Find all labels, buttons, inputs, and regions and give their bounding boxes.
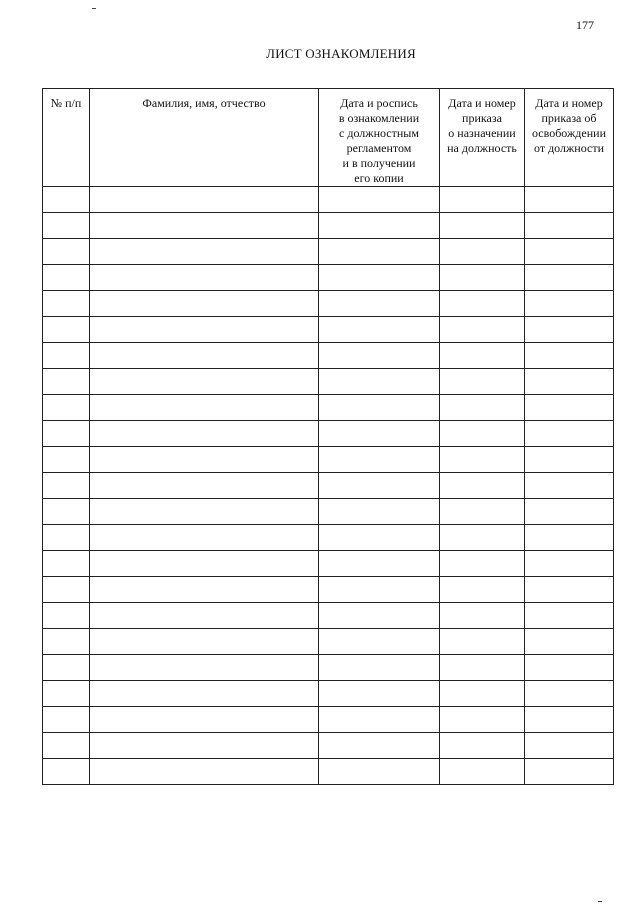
scan-mark (598, 901, 602, 902)
cell-dismissal-order[interactable] (525, 603, 614, 629)
cell-appointment-order[interactable] (440, 655, 525, 681)
cell-full-name[interactable] (90, 759, 319, 785)
cell-appointment-order[interactable] (440, 187, 525, 213)
cell-number[interactable] (43, 239, 90, 265)
cell-number[interactable] (43, 629, 90, 655)
cell-full-name[interactable] (90, 603, 319, 629)
table-row (43, 395, 614, 421)
cell-full-name[interactable] (90, 213, 319, 239)
table-row (43, 213, 614, 239)
scan-mark (92, 8, 96, 9)
header-line: от должности (533, 141, 605, 155)
cell-dismissal-order[interactable] (525, 421, 614, 447)
cell-signature-date[interactable] (319, 317, 440, 343)
cell-dismissal-order[interactable] (525, 343, 614, 369)
cell-appointment-order[interactable] (440, 733, 525, 759)
table-row (43, 551, 614, 577)
cell-number[interactable] (43, 733, 90, 759)
cell-signature-date[interactable] (319, 395, 440, 421)
cell-dismissal-order[interactable] (525, 733, 614, 759)
cell-appointment-order[interactable] (440, 525, 525, 551)
cell-dismissal-order[interactable] (525, 655, 614, 681)
table-row (43, 317, 614, 343)
cell-dismissal-order[interactable] (525, 681, 614, 707)
cell-dismissal-order[interactable] (525, 759, 614, 785)
cell-dismissal-order[interactable] (525, 369, 614, 395)
table-row (43, 369, 614, 395)
cell-signature-date[interactable] (319, 239, 440, 265)
cell-full-name[interactable] (90, 291, 319, 317)
cell-dismissal-order[interactable] (525, 525, 614, 551)
cell-appointment-order[interactable] (440, 317, 525, 343)
cell-full-name[interactable] (90, 629, 319, 655)
cell-dismissal-order[interactable] (525, 629, 614, 655)
cell-full-name[interactable] (90, 421, 319, 447)
cell-number[interactable] (43, 213, 90, 239)
cell-appointment-order[interactable] (440, 265, 525, 291)
header-line: приказа (462, 111, 502, 125)
cell-number[interactable] (43, 291, 90, 317)
cell-signature-date[interactable] (319, 369, 440, 395)
cell-full-name[interactable] (90, 681, 319, 707)
cell-number[interactable] (43, 577, 90, 603)
cell-appointment-order[interactable] (440, 343, 525, 369)
cell-appointment-order[interactable] (440, 447, 525, 473)
table-row (43, 603, 614, 629)
cell-number[interactable] (43, 681, 90, 707)
cell-appointment-order[interactable] (440, 369, 525, 395)
cell-number[interactable] (43, 525, 90, 551)
table-row (43, 187, 614, 213)
table-row (43, 681, 614, 707)
table-row (43, 733, 614, 759)
cell-dismissal-order[interactable] (525, 187, 614, 213)
table-row (43, 499, 614, 525)
cell-appointment-order[interactable] (440, 239, 525, 265)
cell-appointment-order[interactable] (440, 213, 525, 239)
header-line: Дата и роспись (340, 96, 418, 110)
cell-dismissal-order[interactable] (525, 473, 614, 499)
cell-appointment-order[interactable] (440, 421, 525, 447)
cell-full-name[interactable] (90, 187, 319, 213)
cell-number[interactable] (43, 317, 90, 343)
cell-number[interactable] (43, 395, 90, 421)
table-row (43, 291, 614, 317)
header-line: Дата и номер (535, 96, 603, 110)
cell-signature-date[interactable] (319, 473, 440, 499)
table-row (43, 239, 614, 265)
table-row (43, 629, 614, 655)
cell-number[interactable] (43, 187, 90, 213)
table-row (43, 421, 614, 447)
table-row (43, 447, 614, 473)
cell-number[interactable] (43, 369, 90, 395)
cell-signature-date[interactable] (319, 213, 440, 239)
cell-number[interactable] (43, 655, 90, 681)
cell-dismissal-order[interactable] (525, 499, 614, 525)
cell-signature-date[interactable] (319, 291, 440, 317)
cell-signature-date[interactable] (319, 629, 440, 655)
cell-signature-date[interactable] (319, 265, 440, 291)
cell-full-name[interactable] (90, 577, 319, 603)
cell-signature-date[interactable] (319, 655, 440, 681)
cell-dismissal-order[interactable] (525, 395, 614, 421)
table-row (43, 655, 614, 681)
header-line: с должностным (339, 126, 419, 140)
table-body (43, 187, 614, 785)
cell-signature-date[interactable] (319, 499, 440, 525)
cell-number[interactable] (43, 499, 90, 525)
cell-signature-date[interactable] (319, 577, 440, 603)
cell-dismissal-order[interactable] (525, 213, 614, 239)
cell-dismissal-order[interactable] (525, 707, 614, 733)
cell-dismissal-order[interactable] (525, 239, 614, 265)
cell-full-name[interactable] (90, 733, 319, 759)
acknowledgment-table (42, 88, 614, 785)
cell-dismissal-order[interactable] (525, 447, 614, 473)
cell-full-name[interactable] (90, 655, 319, 681)
cell-full-name[interactable] (90, 707, 319, 733)
header-line: № п/п (50, 96, 82, 110)
page-number: 177 (576, 18, 594, 32)
table-row (43, 707, 614, 733)
cell-signature-date[interactable] (319, 343, 440, 369)
cell-signature-date[interactable] (319, 525, 440, 551)
cell-appointment-order[interactable] (440, 577, 525, 603)
page-title: ЛИСТ ОЗНАКОМЛЕНИЯ (266, 46, 416, 61)
table-row (43, 265, 614, 291)
header-number (43, 89, 90, 187)
cell-full-name[interactable] (90, 369, 319, 395)
cell-full-name[interactable] (90, 473, 319, 499)
cell-full-name[interactable] (90, 239, 319, 265)
header-line: освобождении (531, 126, 606, 140)
table-row (43, 577, 614, 603)
header-dismissal-order (525, 89, 614, 187)
cell-signature-date[interactable] (319, 187, 440, 213)
cell-full-name[interactable] (90, 265, 319, 291)
header-line: Фамилия, имя, отчество (142, 96, 266, 110)
cell-appointment-order[interactable] (440, 681, 525, 707)
cell-full-name[interactable] (90, 343, 319, 369)
header-full-name (90, 89, 319, 187)
cell-appointment-order[interactable] (440, 759, 525, 785)
cell-appointment-order[interactable] (440, 395, 525, 421)
table-header-row (43, 89, 614, 187)
cell-full-name[interactable] (90, 317, 319, 343)
table-row (43, 473, 614, 499)
cell-number[interactable] (43, 551, 90, 577)
header-line: на должность (447, 141, 517, 155)
cell-signature-date[interactable] (319, 681, 440, 707)
cell-signature-date[interactable] (319, 447, 440, 473)
cell-number[interactable] (43, 603, 90, 629)
cell-number[interactable] (43, 473, 90, 499)
cell-full-name[interactable] (90, 525, 319, 551)
cell-signature-date[interactable] (319, 421, 440, 447)
cell-appointment-order[interactable] (440, 629, 525, 655)
cell-dismissal-order[interactable] (525, 291, 614, 317)
cell-appointment-order[interactable] (440, 551, 525, 577)
header-line: его копии (354, 171, 404, 185)
cell-signature-date[interactable] (319, 733, 440, 759)
cell-dismissal-order[interactable] (525, 551, 614, 577)
cell-number[interactable] (43, 343, 90, 369)
cell-full-name[interactable] (90, 551, 319, 577)
header-appointment-order (440, 89, 525, 187)
cell-number[interactable] (43, 707, 90, 733)
cell-signature-date[interactable] (319, 759, 440, 785)
cell-appointment-order[interactable] (440, 473, 525, 499)
cell-number[interactable] (43, 759, 90, 785)
header-line: приказа об (541, 111, 597, 125)
cell-full-name[interactable] (90, 499, 319, 525)
header-line: в ознакомлении (338, 111, 420, 125)
table-row (43, 759, 614, 785)
table-row (43, 525, 614, 551)
cell-full-name[interactable] (90, 447, 319, 473)
cell-dismissal-order[interactable] (525, 577, 614, 603)
cell-full-name[interactable] (90, 395, 319, 421)
cell-signature-date[interactable] (319, 707, 440, 733)
header-line: Дата и номер (448, 96, 516, 110)
header-line: о назначении (448, 126, 516, 140)
table-row (43, 343, 614, 369)
cell-appointment-order[interactable] (440, 499, 525, 525)
cell-signature-date[interactable] (319, 603, 440, 629)
cell-number[interactable] (43, 421, 90, 447)
cell-appointment-order[interactable] (440, 291, 525, 317)
header-signature-date (319, 89, 440, 187)
header-line: регламентом (346, 141, 412, 155)
cell-number[interactable] (43, 265, 90, 291)
header-line: и в получении (342, 156, 416, 170)
cell-appointment-order[interactable] (440, 603, 525, 629)
cell-dismissal-order[interactable] (525, 265, 614, 291)
cell-dismissal-order[interactable] (525, 317, 614, 343)
cell-signature-date[interactable] (319, 551, 440, 577)
cell-number[interactable] (43, 447, 90, 473)
cell-appointment-order[interactable] (440, 707, 525, 733)
